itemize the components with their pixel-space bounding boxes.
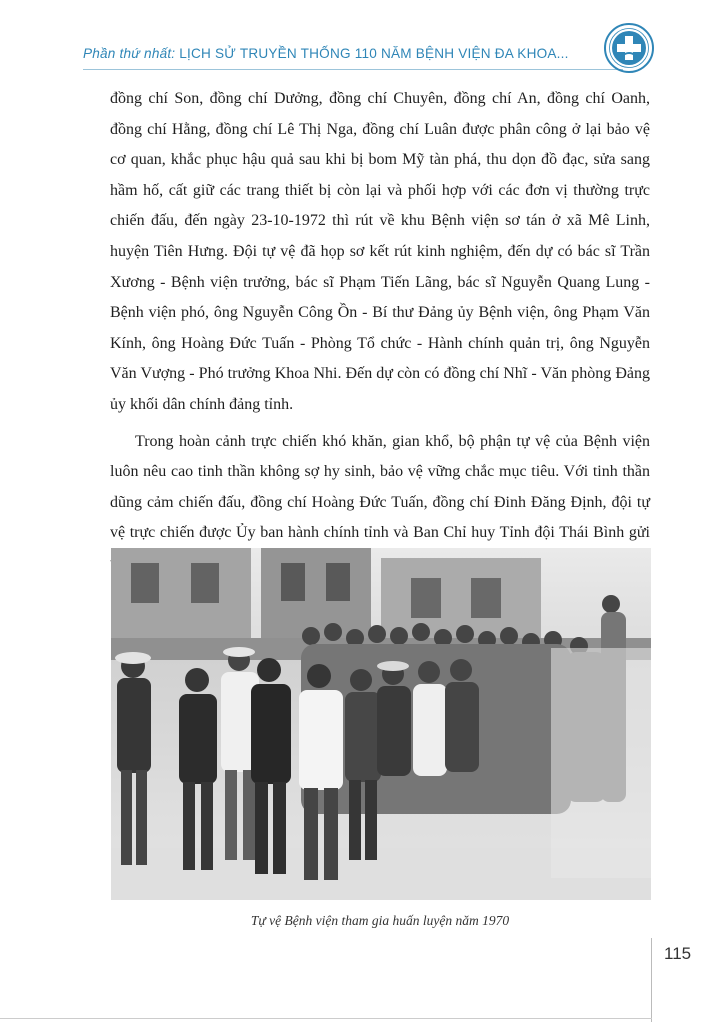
- paragraph-continued: đồng chí Son, đồng chí Dưởng, đồng chí Chuyên, đồng chí An, đồng chí Oanh, đồng chí Hằng, đồng chí Lê Thị Nga, đồng chí Luân được phân công ở lại bảo vệ cơ quan, khắc phục hậu quả sau khi bị bom Mỹ tàn phá, thu dọn đồ đạc, sửa sang hầm hố, cất giữ các trang thiết bị còn lại và phối hợp với các đơn vị thường trực chiến đấu, đến ngày 23-10-1972 thì rút về khu Bệnh viện sơ tán ở xã Mê Linh, huyện Tiên Hưng. Đội tự vệ đã họp sơ kết rút kinh nghiệm, đến dự có bác sĩ Trần Xương - Bệnh viện trưởng, bác sĩ Phạm Tiến Lãng, bác sĩ Nguyễn Quang Lung - Bệnh viện phó, ông Nguyễn Công Ồn - Bí thư Đảng ủy Bệnh viện, ông Phạm Văn Kính, ông Hoàng Đức Tuấn - Phòng Tổ chức - Hành chính quản trị, ông Nguyễn Văn Vượng - Phó trưởng Khoa Nhi. Đến dự còn có đồng chí Nhĩ - Văn phòng Đảng ủy khối dân chính đảng tỉnh.: [110, 90, 650, 413]
- photo-illustration: [111, 548, 651, 900]
- header-book-title: LỊCH SỬ TRUYỀN THỐNG 110 NĂM BỆNH VIỆN ĐA KHOA...: [175, 46, 569, 61]
- running-header: [83, 46, 613, 61]
- page-number-divider: [651, 938, 652, 1022]
- header-rule: [83, 69, 623, 70]
- footer-rule: [0, 1018, 652, 1019]
- paragraph: Trong hoàn cảnh trực chiến khó khăn, gian khổ, bộ phận tự vệ của Bệnh viện luôn nêu cao tinh thần không sợ hy sinh, bảo vệ vững chắc mục tiêu. Với tinh thần dũng cảm chiến đấu, đồng chí Hoàng Đức Tuấn, đồng chí Đinh Đăng Định, đội tự vệ trực chiến được Ủy ban hành chính tỉnh và Ban Chỉ huy Tỉnh đội Thái Bình gửi: [110, 432, 650, 542]
- page-number: 115: [664, 944, 692, 963]
- historical-photo: [111, 548, 651, 900]
- hospital-cross-logo-icon: [603, 22, 655, 74]
- photo-caption: Tự vệ Bệnh viện tham gia huấn luyện năm 1970: [250, 913, 510, 928]
- body-text: [110, 84, 650, 580]
- header-part-label: Phần thứ nhất:: [83, 46, 176, 61]
